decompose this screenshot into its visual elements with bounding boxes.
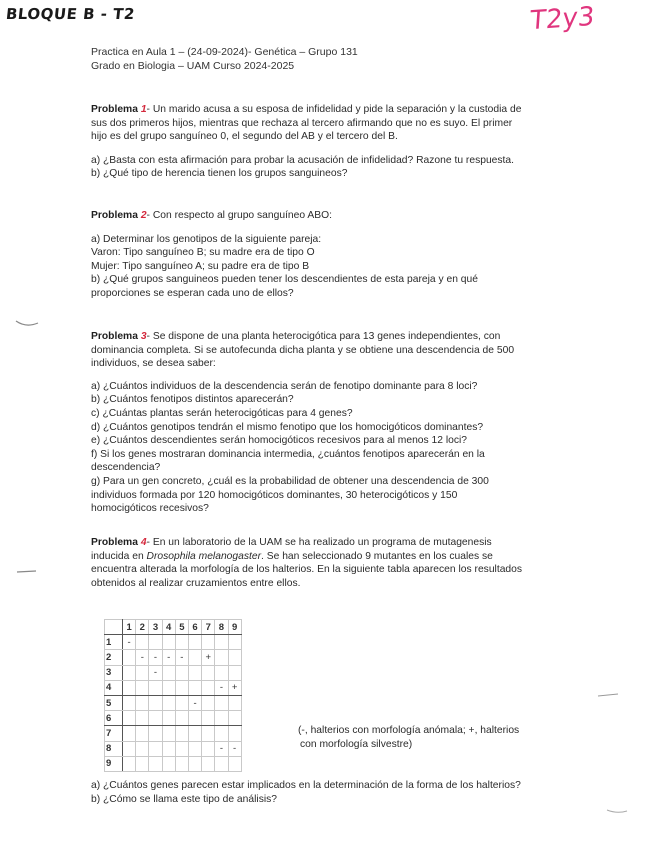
table-cell: - — [162, 650, 175, 665]
problem-3-question: f) Si los genes mostraran dominancia intermedia, ¿cuántos fenotipos aparecerán en la — [91, 448, 485, 460]
table-cell — [202, 635, 215, 650]
column-header: 6 — [188, 620, 201, 635]
handwritten-block-label: BLOQUE B - T2 — [5, 5, 136, 23]
table-cell — [136, 711, 149, 726]
table-cell — [162, 726, 175, 741]
column-header: 5 — [175, 620, 188, 635]
table-cell — [175, 665, 188, 680]
row-header: 5 — [105, 695, 123, 710]
table-row — [105, 635, 242, 650]
table-cell — [123, 665, 136, 680]
table-cell — [149, 695, 162, 710]
table-cell: - — [188, 695, 201, 710]
table-cell — [175, 726, 188, 741]
table-cell — [215, 635, 228, 650]
table-cell — [188, 711, 201, 726]
problem-3 — [91, 330, 561, 516]
problem-1-number: 1 — [140, 104, 147, 115]
table-cell — [162, 665, 175, 680]
table-cell — [136, 680, 149, 695]
problem-3-question: g) Para un gen concreto, ¿cuál es la probabilidad de obtener una descendencia de 300 — [91, 475, 489, 487]
column-header: 8 — [215, 620, 228, 635]
problem-3-statement — [91, 330, 561, 344]
table-cell — [162, 741, 175, 756]
column-header: 7 — [202, 620, 215, 635]
table-cell — [175, 711, 188, 726]
row-header: 4 — [105, 680, 123, 695]
document-header — [91, 45, 358, 73]
table-cell — [149, 726, 162, 741]
table-cell — [228, 650, 241, 665]
table-cell — [188, 726, 201, 741]
table-corner — [105, 620, 123, 635]
table-cell — [136, 635, 149, 650]
row-header: 6 — [105, 711, 123, 726]
problem-3-line: individuos, se desea saber: — [91, 358, 216, 370]
legend-line: con morfología silvestre) — [300, 738, 413, 750]
row-header: 7 — [105, 726, 123, 741]
table-cell — [215, 726, 228, 741]
table-cell — [202, 756, 215, 771]
table-cell — [149, 741, 162, 756]
problem-4 — [91, 536, 563, 590]
table-cell — [202, 741, 215, 756]
problem-4-statement — [91, 536, 563, 550]
problem-2-label: Problema — [91, 210, 138, 221]
table-cell — [136, 741, 149, 756]
table-cell — [162, 756, 175, 771]
problem-4-question-a: a) ¿Cuántos genes parecen estar implicados en la determinación de la forma de los halterios? — [91, 780, 521, 791]
table-cell: - — [228, 741, 241, 756]
problem-4-line: - En un laboratorio de la UAM se ha realizado un programa de mutagenesis — [146, 537, 492, 548]
table-cell: - — [149, 665, 162, 680]
problem-1-line: sus dos primeros hijos, mientras que rechaza al tercero afirmando que no es suyo. El primer — [91, 117, 513, 129]
table-cell — [175, 635, 188, 650]
table-cell — [162, 680, 175, 695]
table-cell — [215, 695, 228, 710]
table-cell — [228, 756, 241, 771]
table-row — [105, 711, 242, 726]
column-header: 1 — [123, 620, 136, 635]
table-cell — [123, 695, 136, 710]
table-cell — [215, 650, 228, 665]
table-cell — [188, 756, 201, 771]
column-header: 9 — [228, 620, 241, 635]
table-cell — [202, 726, 215, 741]
table-cell — [175, 680, 188, 695]
table-row — [105, 695, 242, 710]
problem-4-line-post: . Se han seleccionado 9 mutantes en los cuales se — [261, 550, 493, 562]
problem-2-question-a: a) Determinar los genotipos de la siguiente pareja: — [91, 233, 322, 245]
table-cell — [215, 756, 228, 771]
problem-4-line-pre: inducida en — [91, 550, 147, 562]
problem-2-question-b: b) ¿Qué grupos sanguineos pueden tener los descendientes de esta pareja y en qué — [91, 274, 478, 286]
problem-4-line: encuentra alterada la morfología de los halterios. En la siguiente tabla aparecen los resultados — [91, 564, 523, 576]
table-cell — [136, 695, 149, 710]
table-cell — [175, 695, 188, 710]
table-row — [105, 650, 242, 665]
table-cell — [228, 726, 241, 741]
table-cell — [175, 756, 188, 771]
table-cell — [202, 711, 215, 726]
header-line-course: Practica en Aula 1 – (24-09-2024)- Genética – Grupo 131 — [91, 46, 358, 58]
problem-3-questions — [91, 380, 561, 516]
problem-1-label: Problema — [91, 104, 138, 115]
table-cell: + — [202, 650, 215, 665]
table-cell — [215, 711, 228, 726]
problem-3-number: 3 — [140, 331, 147, 342]
problem-4-label: Problema — [91, 537, 138, 548]
complementation-table — [104, 619, 242, 772]
problem-3-question: b) ¿Cuántos fenotipos distintos aparecerán? — [91, 394, 294, 406]
row-header: 1 — [105, 635, 123, 650]
problem-1-line: hijo es del grupo sanguíneo 0, el segundo del AB y el tercero del B. — [91, 131, 398, 143]
table-cell — [136, 756, 149, 771]
table-cell — [123, 711, 136, 726]
problem-2-male: Varon: Tipo sanguíneo B; su madre era de tipo O — [91, 247, 315, 259]
table-cell — [175, 741, 188, 756]
header-line-degree: Grado en Biologia – UAM Curso 2024-2025 — [91, 60, 295, 72]
table-cell — [188, 680, 201, 695]
table-cell — [123, 741, 136, 756]
problem-2-intro: - Con respecto al grupo sanguíneo ABO: — [146, 210, 333, 221]
problem-2-female: Mujer: Tipo sanguíneo A; su padre era de tipo B — [91, 260, 310, 272]
problem-3-question: d) ¿Cuántos genotipos tendrán el mismo fenotipo que los homocigóticos dominantes? — [91, 421, 484, 433]
table-cell — [162, 711, 175, 726]
margin-pen-mark — [14, 318, 44, 330]
column-header: 2 — [136, 620, 149, 635]
table-row — [105, 665, 242, 680]
row-header: 2 — [105, 650, 123, 665]
problem-4-line: obtenidos al realizar cruzamientos entre ellos. — [91, 577, 301, 589]
row-header: 8 — [105, 741, 123, 756]
table-cell — [202, 680, 215, 695]
table-cell — [149, 711, 162, 726]
column-header: 3 — [149, 620, 162, 635]
table-cell — [188, 635, 201, 650]
table-cell: - — [149, 650, 162, 665]
table-cell — [228, 711, 241, 726]
problem-3-question: homocigóticos recesivos? — [91, 503, 209, 515]
row-header: 9 — [105, 756, 123, 771]
row-header: 3 — [105, 665, 123, 680]
problem-4-question-b: b) ¿Cómo se llama este tipo de análisis? — [91, 793, 278, 805]
problem-3-question: a) ¿Cuántos individuos de la descendencia serán de fenotipo dominante para 8 loci? — [91, 380, 478, 392]
legend-line: (-, halterios con morfología anómala; +, halterios — [298, 725, 520, 736]
table-cell — [228, 635, 241, 650]
handwritten-topic-note: T2y3 — [529, 1, 596, 37]
problem-1 — [91, 103, 561, 181]
problem-3-question: e) ¿Cuántos descendientes serán homocigóticos recesivos para al menos 12 loci? — [91, 435, 468, 447]
table-cell — [188, 665, 201, 680]
table-cell — [149, 680, 162, 695]
problem-3-label: Problema — [91, 331, 138, 342]
problem-1-question-a: a) ¿Basta con esta afirmación para probar la acusación de infidelidad? Razone tu respuesta. — [91, 154, 514, 166]
problem-3-line: dominancia completa. Si se autofecunda dicha planta y se obtiene una descendencia de 500 — [91, 344, 515, 356]
problem-3-question: c) ¿Cuántas plantas serán heterocigóticas para 4 genes? — [91, 407, 353, 419]
problem-2-number: 2 — [140, 210, 147, 221]
problem-2 — [91, 209, 561, 301]
table-cell: - — [215, 680, 228, 695]
margin-pen-mark — [605, 806, 629, 816]
table-row — [105, 741, 242, 756]
problem-2-statement — [91, 209, 561, 223]
table-cell — [188, 741, 201, 756]
table-cell — [162, 695, 175, 710]
table-cell: - — [175, 650, 188, 665]
table-cell — [136, 665, 149, 680]
table-cell: + — [228, 680, 241, 695]
table-cell: - — [136, 650, 149, 665]
problem-1-line: - Un marido acusa a su esposa de infidelidad y pide la separación y la custodia de — [146, 104, 522, 115]
table-cell — [202, 665, 215, 680]
table-cell — [123, 650, 136, 665]
table-cell — [215, 665, 228, 680]
table-row — [105, 680, 242, 695]
table-cell — [123, 680, 136, 695]
problem-1-question-b: b) ¿Qué tipo de herencia tienen los grupos sanguineos? — [91, 168, 348, 180]
table-cell — [136, 726, 149, 741]
table-cell — [123, 756, 136, 771]
problem-3-question: descendencia? — [91, 462, 161, 474]
table-cell — [188, 650, 201, 665]
species-name: Drosophila melanogaster — [146, 550, 262, 562]
table-row — [105, 726, 242, 741]
table-row — [105, 756, 242, 771]
problem-4-number: 4 — [140, 537, 147, 548]
table-cell — [228, 665, 241, 680]
margin-pen-mark — [14, 566, 44, 578]
table-cell — [162, 635, 175, 650]
problem-3-question: individuos formada por 120 homocigóticos dominantes, 30 heterocigóticos y 150 — [91, 489, 458, 501]
column-header: 4 — [162, 620, 175, 635]
table-cell — [123, 726, 136, 741]
table-cell — [149, 756, 162, 771]
table-cell — [202, 695, 215, 710]
table-cell: - — [123, 635, 136, 650]
table-cell — [228, 695, 241, 710]
table-cell: - — [215, 741, 228, 756]
problem-4-line — [91, 550, 563, 564]
table-legend — [298, 724, 538, 751]
problem-4-questions — [91, 779, 571, 806]
problem-3-line: - Se dispone de una planta heterocigótica para 13 genes independientes, con — [146, 331, 501, 342]
table-cell — [149, 635, 162, 650]
problem-1-statement — [91, 103, 561, 117]
margin-pen-mark — [596, 690, 622, 700]
problem-2-question-b-cont: proporciones se esperan cada uno de ellos? — [91, 287, 294, 299]
